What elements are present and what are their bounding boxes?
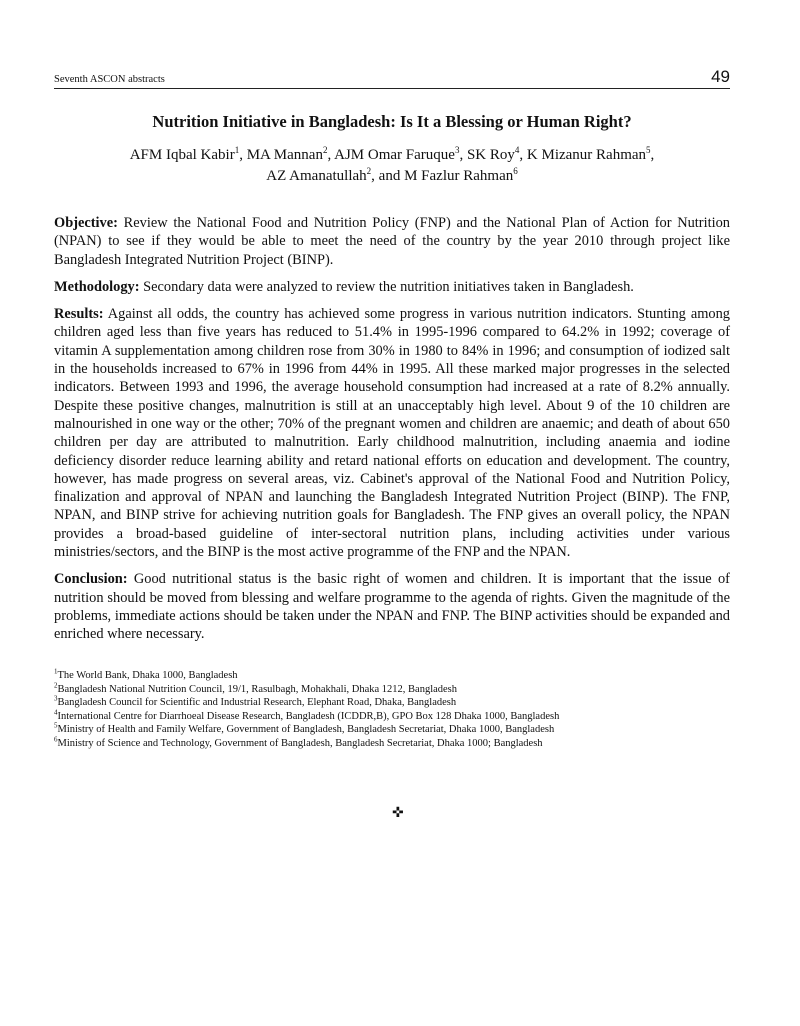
- affiliation-number: 1: [54, 667, 58, 676]
- author-affiliation-mark: 2: [322, 145, 328, 155]
- author-affiliation-mark: 3: [454, 145, 460, 155]
- affiliation-item: [54, 696, 730, 710]
- affiliation-item: [54, 683, 730, 697]
- conclusion-text: Good nutritional status is the basic right of women and children. It is important that the issue of nutrition should be moved from blessing and welfare programme to the agenda of rights. Given the magnitude of the problems, immediate actions should be taken under the NPAN and FNP. The BINP activities should be expanded and enriched where necessary.: [54, 571, 730, 643]
- affiliation-text: Ministry of Science and Technology, Government of Bangladesh, Bangladesh Secretariat, Dhaka 1000; Bangladesh: [57, 737, 543, 749]
- author-separator: ,: [459, 147, 467, 163]
- author-affiliation-mark: 4: [514, 145, 520, 155]
- author-affiliation-mark: 5: [646, 145, 651, 155]
- author-line-2: [54, 166, 730, 187]
- running-head: [54, 66, 730, 89]
- author-affiliation-mark: 1: [234, 145, 240, 155]
- running-head-title: Seventh ASCON abstracts: [54, 74, 165, 85]
- affiliation-item: [54, 669, 730, 683]
- author-name: AJM Omar Faruque: [334, 147, 455, 163]
- author-name: MA Mannan: [246, 147, 323, 163]
- objective-label: Objective:: [54, 215, 118, 231]
- author-separator: , and: [371, 168, 405, 184]
- article-title: Nutrition Initiative in Bangladesh: Is It a Blessing or Human Right?: [152, 112, 632, 131]
- author-separator: ,: [327, 147, 335, 163]
- objective-paragraph: [54, 214, 730, 269]
- author-name: AFM Iqbal Kabir: [129, 147, 235, 163]
- author-name: AZ Amanatullah: [266, 168, 367, 184]
- results-text: Against all odds, the country has achieved some progress in various nutrition indicators. Stunting among children aged less than five years has reduced to 51.4% in 1995-1996 compared to 64.2% in 1992; coverage of vitamin A supplementation among children rose from 30% in 1980 to 84% in 1996; and consumption of iodized salt in the households increased to 67% in 1996 from 44% in 1995. All these marked major progresses in the selected indicators. Between 1993 and 1996, the average household consumption had increased at a rate of 8.2% annually. Despite these positive changes, malnutrition is still at an unacceptably high level. About 9 of the 10 children are malnourished in one way or the other; 70% of the pregnant women and children are anaemic; and death of about 650 children per day are attributed to malnutrition. Early childhood malnutrition, including anaemia and iodine deficiency disorder reduce learning ability and retard national efforts on education and development. The country, however, has made progress on several areas, viz. Cabinet's approval of the National Food and Nutrition Policy, finalization and approval of NPAN and launching the Bangladesh Integrated Nutrition Project (BINP). The FNP, NPAN, and BINP strive for achieving nutrition goals for Bangladesh. The FNP gives an overall policy, the NPAN provides a broad-based guideline of inter-sectoral nutrition plans, including activities under various ministries/sectors, and the BINP is the most active programme of the FNP and the NPAN.: [54, 306, 730, 561]
- author-separator: ,: [239, 147, 247, 163]
- author-name: K Mizanur Rahman: [526, 147, 647, 163]
- results-paragraph: [54, 305, 730, 561]
- affiliation-item: [54, 737, 730, 751]
- conclusion-paragraph: [54, 570, 730, 643]
- methodology-label: Methodology:: [54, 278, 140, 295]
- affiliations-list: [54, 669, 730, 751]
- affiliation-text: Ministry of Health and Family Welfare, Government of Bangladesh, Bangladesh Secretariat, Dhaka 1000, Bangladesh: [57, 724, 555, 736]
- page-number: 49: [711, 67, 730, 86]
- methodology-paragraph: [54, 278, 730, 296]
- author-name: M Fazlur Rahman: [404, 168, 514, 184]
- affiliation-text: Bangladesh National Nutrition Council, 19/1, Rasulbagh, Mohakhali, Dhaka 1212, Bangladesh: [57, 683, 458, 695]
- affiliation-text: The World Bank, Dhaka 1000, Bangladesh: [57, 670, 238, 681]
- objective-text: Review the National Food and Nutrition Policy (FNP) and the National Plan of Action for Nutrition (NPAN) to see if they would be able to meet the need of the country by the year 2010 through project like Bangladesh Integrated Nutrition Project (BINP).: [54, 215, 730, 268]
- affiliation-text: International Centre for Diarrhoeal Disease Research, Bangladesh (ICDDR,B), GPO Box 128 Dhaka 1000, Bangladesh: [57, 710, 560, 722]
- affiliation-item: [54, 710, 730, 724]
- affiliation-number: 6: [54, 735, 58, 744]
- author-name: SK Roy: [466, 147, 515, 163]
- cross-ornament-icon: ✜: [392, 805, 404, 821]
- author-separator: ,: [519, 147, 527, 163]
- affiliation-number: 4: [54, 708, 58, 717]
- affiliation-number: 3: [54, 694, 58, 703]
- author-line-1: [54, 145, 730, 166]
- author-affiliation-mark: 6: [513, 166, 518, 176]
- results-label: Results:: [54, 306, 104, 323]
- author-affiliation-mark: 2: [366, 166, 372, 176]
- abstract-body: [54, 214, 730, 653]
- author-separator: ,: [650, 147, 655, 163]
- affiliation-number: 2: [54, 681, 58, 690]
- methodology-text: Secondary data were analyzed to review the nutrition initiatives taken in Bangladesh.: [143, 278, 634, 295]
- affiliation-text: Bangladesh Council for Scientific and Industrial Research, Elephant Road, Dhaka, Bangladesh: [57, 697, 457, 709]
- author-list: [54, 145, 730, 187]
- affiliation-number: 5: [54, 721, 58, 730]
- affiliation-item: [54, 723, 730, 737]
- conclusion-label: Conclusion:: [54, 571, 128, 588]
